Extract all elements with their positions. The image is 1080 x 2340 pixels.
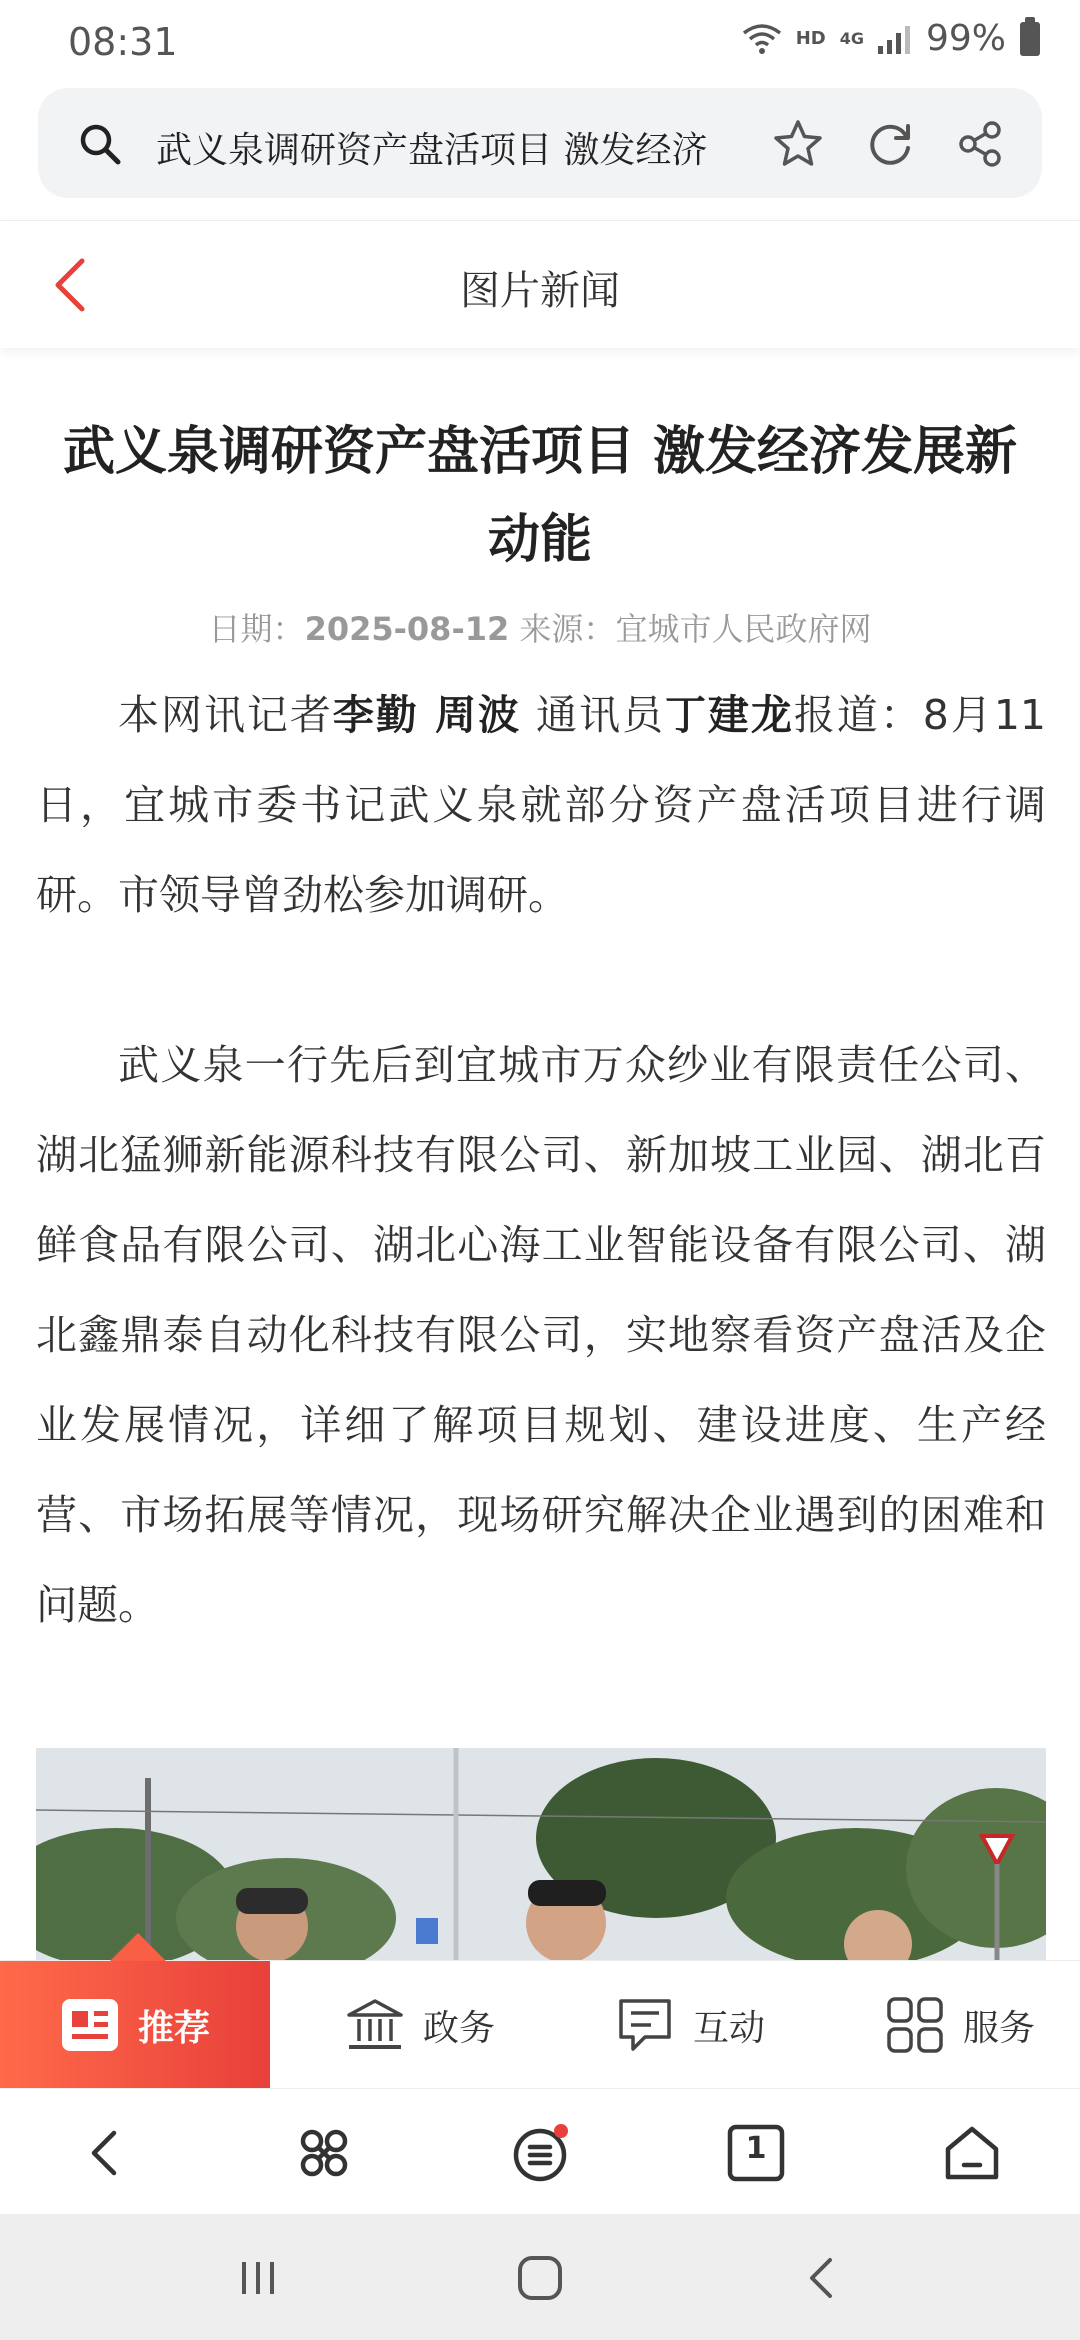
hd-badge: HD [795, 28, 826, 49]
battery-percent: 99% [925, 18, 1006, 59]
battery-icon [1020, 22, 1040, 56]
status-time: 08:31 [68, 20, 178, 64]
date-label: 日期： [208, 610, 305, 648]
byline-prefix: 本网讯记者 [118, 691, 333, 739]
chat-icon [615, 1995, 675, 2055]
tabs-icon[interactable] [724, 2121, 788, 2185]
page-title: 图片新闻 [460, 268, 620, 314]
refresh-icon[interactable] [864, 118, 916, 170]
article-title: 武义泉调研资产盘活项目 激发经济发展新动能 [62, 422, 1018, 570]
home-icon[interactable] [940, 2121, 1004, 2185]
system-back-icon[interactable] [796, 2252, 848, 2304]
status-bar [0, 0, 1080, 86]
command-icon[interactable] [292, 2121, 356, 2185]
tab-services[interactable] [840, 1961, 1080, 2089]
paragraph-2: 武义泉一行先后到宜城市万众纱业有限责任公司、湖北猛狮新能源科技有限公司、新加坡工业园、湖北百鲜食品有限公司、湖北心海工业智能设备有限公司、湖北鑫鼎泰自动化科技有限公司，实地察看资产盘活及企业发展情况，详细了解项目规划、建设进度、生产经营、市场拓展等情况，现场研究解决企业遇到的困难和问题。 [36, 1041, 1046, 1629]
back-icon[interactable] [74, 2121, 138, 2185]
recent-apps-icon[interactable] [232, 2252, 284, 2304]
byline-mid: 通讯员 [521, 691, 665, 739]
search-icon[interactable] [78, 122, 122, 166]
tab-government[interactable] [300, 1961, 540, 2089]
star-icon[interactable] [772, 118, 824, 170]
system-nav-bar [0, 2214, 1080, 2340]
grid-icon [885, 1995, 945, 2055]
browser-toolbar [0, 2088, 1080, 2214]
tab-label: 互动 [692, 2007, 765, 2049]
article-source: 宜城市人民政府网 [615, 610, 872, 648]
paragraph-1-text: 报道：8月11日，宜城市委书记武义泉就部分资产盘活项目进行调研。市领导曾劲松参加调研。 [36, 691, 1046, 919]
signal-icon [878, 24, 912, 54]
tab-interaction[interactable] [570, 1961, 810, 2089]
browser-search-bar[interactable] [38, 88, 1042, 198]
photo-scene [36, 1748, 1046, 1960]
article-meta [0, 604, 1080, 650]
active-tab-notch [110, 1933, 166, 1961]
article-photo[interactable] [36, 1748, 1046, 1960]
tab-label: 政务 [422, 2007, 495, 2049]
news-icon [60, 1995, 120, 2055]
source-label: 来源： [509, 610, 616, 648]
menu-icon[interactable] [508, 2121, 572, 2185]
reporter-names: 李勤 周波 [332, 691, 522, 739]
tab-label: 服务 [962, 2007, 1035, 2049]
government-building-icon [345, 1995, 405, 2055]
share-icon[interactable] [954, 118, 1006, 170]
tab-label: 推荐 [137, 2007, 210, 2049]
paragraph-1 [36, 670, 1046, 940]
tab-count: 1 [745, 2131, 767, 2166]
wifi-icon [742, 23, 782, 55]
tab-recommend[interactable] [0, 1961, 270, 2089]
article-body [36, 670, 1046, 1650]
bottom-tab-bar [0, 1960, 1080, 2088]
page-header [0, 220, 1080, 348]
article-date: 2025-08-12 [304, 610, 510, 648]
home-button-icon[interactable] [514, 2252, 566, 2304]
status-indicators [742, 18, 1040, 59]
correspondent-name: 丁建龙 [664, 691, 794, 739]
network-type: 4G [839, 28, 864, 48]
search-input[interactable]: 武义泉调研资产盘活项目 激发经济 [156, 130, 708, 171]
